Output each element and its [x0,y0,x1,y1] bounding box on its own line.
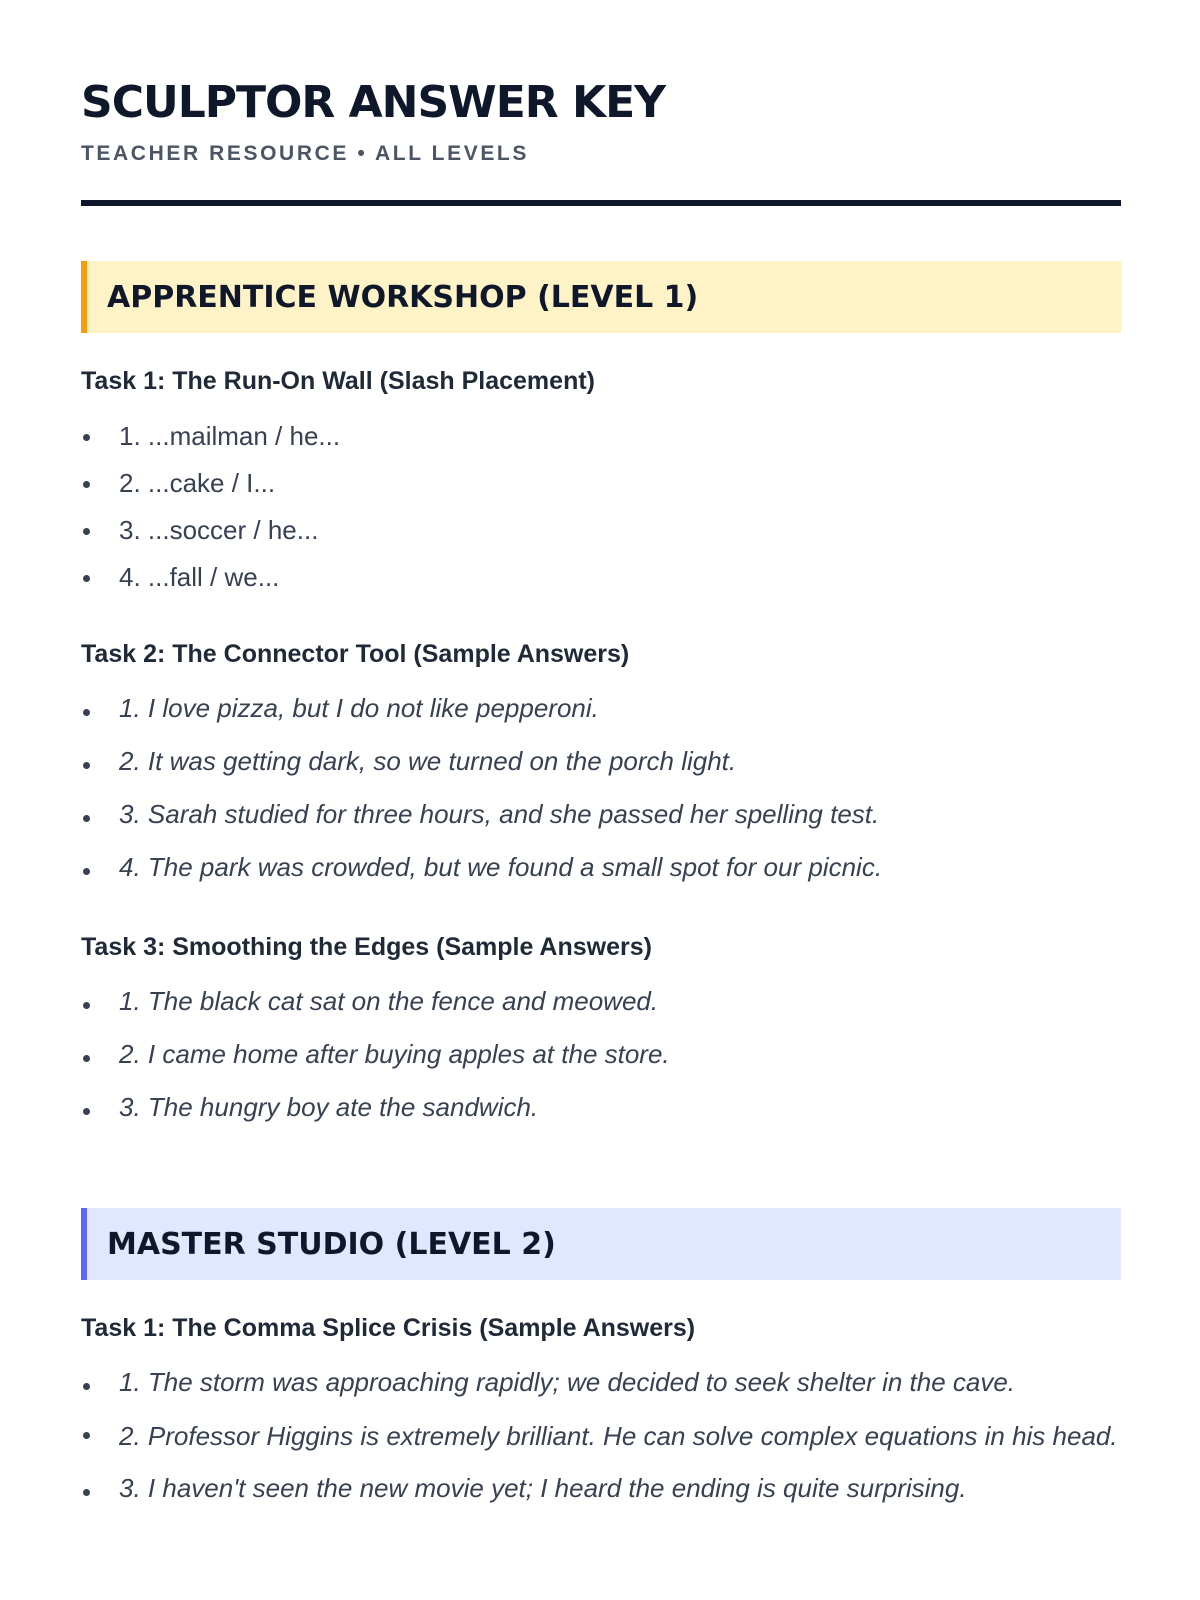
task-heading: Task 1: The Comma Splice Crisis (Sample Answers) [81,1314,696,1342]
section-title: MASTER STUDIO (LEVEL 2) [107,1226,556,1262]
list-item: 4. ...fall / we... [81,562,1121,609]
list-item: 1. I love pizza, but I do not like pepperoni. [81,693,1121,723]
section-banner-level-2 [81,1208,1121,1280]
section-banner-level-1 [81,261,1121,333]
list-item: 2. ...cake / I... [81,468,1121,515]
list-item: 2. I came home after buying apples at the store. [81,1039,1121,1069]
list-item: 3. I haven't seen the new movie yet; I heard the ending is quite surprising. [81,1473,1121,1503]
task-heading: Task 2: The Connector Tool (Sample Answers) [81,640,630,668]
answer-list [81,421,1121,609]
list-item: 3. The hungry boy ate the sandwich. [81,1092,1121,1122]
answer-list [81,693,1121,905]
answer-list [81,986,1121,1145]
list-item: 1. ...mailman / he... [81,421,1121,468]
section-title: APPRENTICE WORKSHOP (LEVEL 1) [107,279,699,315]
list-item: 4. The park was crowded, but we found a small spot for our picnic. [81,852,1121,882]
list-item: 3. ...soccer / he... [81,515,1121,562]
task-heading: Task 1: The Run-On Wall (Slash Placement) [81,367,595,395]
task-heading: Task 3: Smoothing the Edges (Sample Answers) [81,933,652,961]
list-item: 2. Professor Higgins is extremely brilliant. He can solve complex equations in his head. [81,1416,1121,1456]
answer-list [81,1367,1121,1526]
title-divider [81,200,1121,206]
list-item: 1. The black cat sat on the fence and meowed. [81,986,1121,1016]
list-item: 2. It was getting dark, so we turned on the porch light. [81,746,1121,776]
list-item: 3. Sarah studied for three hours, and she passed her spelling test. [81,799,1121,829]
document-subtitle: TEACHER RESOURCE • ALL LEVELS [81,142,529,165]
list-item: 1. The storm was approaching rapidly; we decided to seek shelter in the cave. [81,1367,1121,1397]
document-title: SCULPTOR ANSWER KEY [81,77,665,128]
